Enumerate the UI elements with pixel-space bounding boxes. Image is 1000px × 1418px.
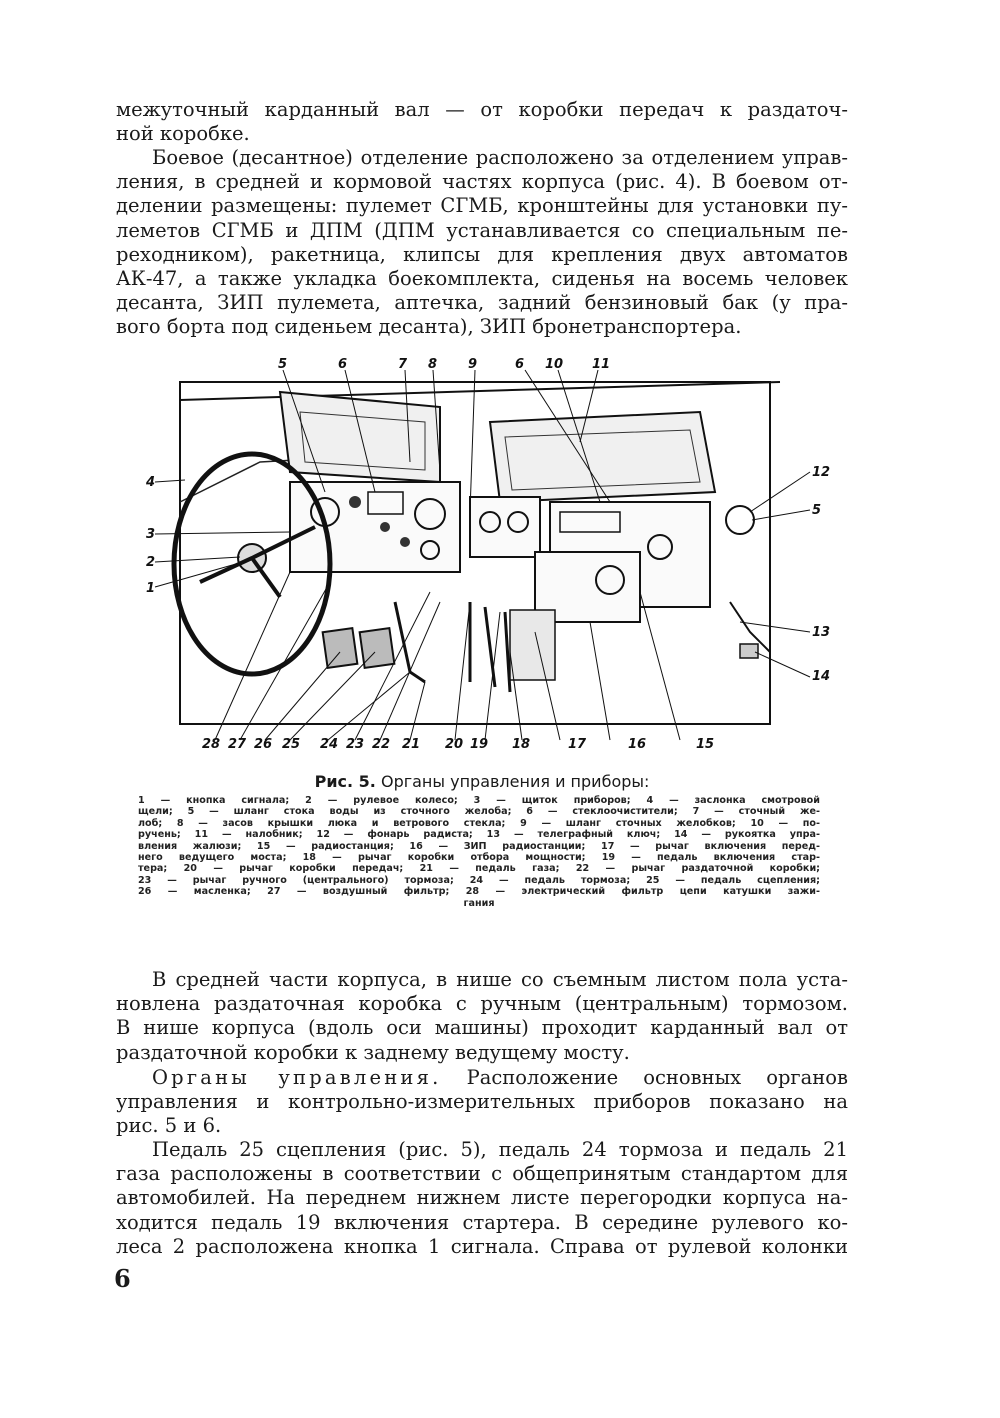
figure-label: 12: [812, 465, 831, 480]
figure-label: 2: [146, 555, 156, 570]
figure-label: 27: [228, 737, 247, 752]
figure-label: 24: [320, 737, 339, 752]
figure-label: 19: [470, 737, 489, 752]
figure-label: 28: [202, 737, 221, 752]
figure-label: 3: [146, 527, 156, 542]
legend-line: лоб; 8 — засов крышки люка и ветрового стекла; 9 — шланг сточных желобков; 10 — по-: [138, 817, 820, 829]
legend-line: 26 — масленка; 27 — воздушный фильтр; 28 — электрический фильтр цепи катушки зажи-: [138, 886, 820, 898]
figure-label: 7: [398, 357, 408, 372]
figure-label: 23: [346, 737, 365, 752]
paragraph-2: [116, 146, 848, 340]
paragraph-3: [116, 968, 848, 1065]
text-line: Педаль 25 сцепления (рис. 5), педаль 24 тормоза и педаль 21: [152, 1138, 848, 1161]
figure-controls-drawing: [140, 352, 860, 757]
figure-label: 18: [512, 737, 531, 752]
figure-label: 13: [812, 625, 831, 640]
figure-caption: [116, 772, 848, 791]
legend-line: тера; 20 — рычаг коробки передач; 21 — педаль газа; 22 — рычаг раздаточной коробки;: [138, 863, 820, 875]
text-line: новлена раздаточная коробка с ручным (центральным) тормозом.: [116, 992, 848, 1016]
paragraph-1: [116, 98, 848, 146]
figure-label: 8: [428, 357, 438, 372]
figure-label: 26: [254, 737, 273, 752]
caption-prefix: Рис. 5.: [314, 772, 376, 791]
legend-line: 1 — кнопка сигнала; 2 — рулевое колесо; 3 — щиток приборов; 4 — заслонка смотровой: [138, 795, 820, 806]
figure-label: 17: [568, 737, 587, 752]
figure-label: 5: [278, 357, 288, 372]
text-line: АК-47, а также укладка боекомплекта, сиденья на восемь человек: [116, 267, 848, 291]
text-line: газа расположены в соответствии с общепринятым стандартом для: [116, 1162, 848, 1186]
text-line: [116, 1066, 848, 1090]
text-line: вого борта под сиденьем десанта), ЗИП бронетранспортера.: [116, 315, 742, 339]
text-line: ходится педаль 19 включения стартера. В середине рулевого ко-: [116, 1210, 848, 1234]
text-line: реходником), ракетница, клипсы для крепления двух автоматов: [116, 242, 848, 266]
section-heading: Органы управления.: [152, 1066, 442, 1089]
legend-line: вления жалюзи; 15 — радиостанция; 16 — ЗИП радиостанции; 17 — рычаг включения перед-: [138, 840, 820, 852]
figure-label: 11: [592, 357, 611, 372]
figure-label: 21: [402, 737, 421, 752]
text-line: ления, в средней и кормовой частях корпуса (рис. 4). В боевом от-: [116, 170, 848, 194]
text-line: раздаточной коробки к заднему ведущему мосту.: [116, 1040, 630, 1064]
text-line: В нише корпуса (вдоль оси машины) проходит карданный вал от: [116, 1016, 848, 1040]
figure-label: 1: [146, 581, 156, 596]
figure-label: 5: [812, 503, 822, 518]
figure-label: 4: [146, 475, 156, 490]
text-line: десанта, ЗИП пулемета, аптечка, задний бензиновый бак (у пра-: [116, 291, 848, 315]
text-line: В средней части корпуса, в нише со съемным листом пола уста-: [152, 968, 848, 991]
figure-label: 22: [372, 737, 391, 752]
figure-label: 20: [445, 737, 464, 752]
text-line: ной коробке.: [116, 122, 250, 146]
text-line: управления и контрольно-измерительных приборов показано на: [116, 1090, 848, 1114]
text-line: автомобилей. На переднем нижнем листе перегородки корпуса на-: [116, 1186, 848, 1210]
text-line: рис. 5 и 6.: [116, 1114, 222, 1138]
figure-label: 25: [282, 737, 301, 752]
text-line: делении размещены: пулемет СГМБ, кронштейны для установки пу-: [116, 194, 848, 218]
caption-title: Органы управления и приборы:: [380, 772, 650, 791]
legend-line: ручень; 11 — налобник; 12 — фонарь радиста; 13 — телеграфный ключ; 14 — рукоятка упра-: [138, 829, 820, 841]
legend-line: щели; 5 — шланг стока воды из сточного желоба; 6 — стеклоочистители; 7 — сточный же-: [138, 806, 820, 818]
legend-line: гания: [463, 897, 495, 909]
paragraph-5: [116, 1138, 848, 1259]
figure-label: 10: [545, 357, 564, 372]
figure-label: 14: [812, 669, 831, 684]
text-line: леметов СГМБ и ДПМ (ДПМ устанавливается со специальным пе-: [116, 218, 848, 242]
figure-label: 15: [696, 737, 715, 752]
legend-line: него ведущего моста; 18 — рычаг коробки отбора мощности; 19 — педаль включения стар-: [138, 852, 820, 864]
figure-legend: [138, 795, 820, 909]
text-fragment: Расположение основных органов: [466, 1066, 848, 1089]
controls-illustration: [140, 352, 860, 757]
text-line: леса 2 расположена кнопка 1 сигнала. Справа от рулевой колонки: [116, 1234, 848, 1258]
page-number: 6: [114, 1264, 131, 1293]
text-line: Боевое (десантное) отделение расположено за отделением управ-: [152, 146, 848, 169]
figure-label: 16: [628, 737, 647, 752]
figure-label: 6: [515, 357, 525, 372]
figure-label: 6: [338, 357, 348, 372]
legend-line: 23 — рычаг ручного (центрального) тормоза; 24 — педаль тормоза; 25 — педаль сцепления;: [138, 874, 820, 886]
text-line: межуточный карданный вал — от коробки передач к раздаточ-: [116, 98, 848, 121]
paragraph-4: [116, 1066, 848, 1139]
figure-label: 9: [468, 357, 478, 372]
